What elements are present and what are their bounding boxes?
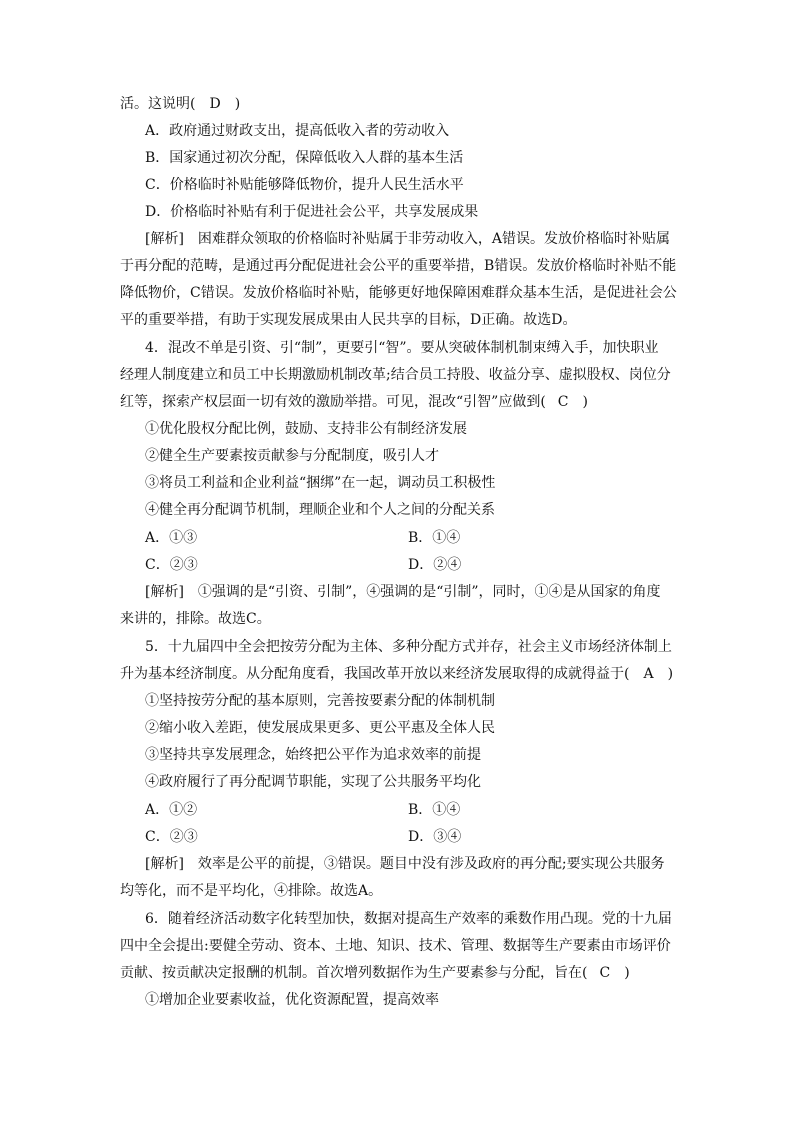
q4-options-row-1 <box>145 528 197 548</box>
q4-stem-end: 红等，探索产权层面一切有效的激励举措。可见，混改“引智”应做到( C ) <box>120 394 588 410</box>
q4-option-b: B．①④ <box>408 530 461 546</box>
q3-analysis-line: 降低物价，C错误。发放价格临时补贴，能够更好地保障困难群众基本生活，是促进社会公 <box>120 285 677 301</box>
q4-stem-line: 经理人制度建立和员工中长期激励机制改革;结合员工持股、收益分享、虚拟股权、岗位分 <box>120 367 671 383</box>
q5-answer: A <box>643 666 654 682</box>
q6-answer: C <box>599 965 611 981</box>
q4-analysis-line: [解析] ①强调的是“引资、引制”，④强调的是“引制”，同时，①④是从国家的角度 <box>145 584 661 600</box>
q3-analysis-line: [解析] 困难群众领取的价格临时补贴属于非劳动收入，A错误。发放价格临时补贴属 <box>145 231 671 247</box>
q5-option-d: D．③④ <box>408 829 462 845</box>
q5-item: ④政府履行了再分配调节职能，实现了公共服务平均化 <box>145 774 481 790</box>
q5-stem-end: 升为基本经济制度。从分配角度看，我国改革开放以来经济发展取得的成就得益于( A ) <box>120 666 674 682</box>
q5-option-b: B．①④ <box>408 802 461 818</box>
q6-item: ①增加企业要素收益，优化资源配置，提高效率 <box>145 992 439 1008</box>
q4-item: ②健全生产要素按贡献参与分配制度，吸引人才 <box>145 448 439 464</box>
q6-stem-line: 6．随着经济活动数字化转型加快，数据对提高生产效率的乘数作用凸现。党的十九届 <box>145 911 672 927</box>
q4-stem-line: 4．混改不单是引资、引“制”，更要引“智”。要从突破体制机制束缚入手，加快职业 <box>145 340 659 356</box>
q5-analysis-line: [解析] 效率是公平的前提，③错误。题目中没有涉及政府的再分配;要实现公共服务 <box>145 856 665 872</box>
q4-item: ①优化股权分配比例，鼓励、支持非公有制经济发展 <box>145 421 467 437</box>
q5-analysis-line: 均等化，而不是平均化，④排除。故选A。 <box>120 883 383 899</box>
q3-analysis-line: 于再分配的范畴，是通过再分配促进社会公平的重要举措，B错误。发放价格临时补贴不能 <box>120 258 677 274</box>
q6-stem-line: 四中全会提出:要健全劳动、资本、土地、知识、技术、管理、数据等生产要素由市场评价 <box>120 938 671 954</box>
q3-answer: D <box>209 96 221 112</box>
q5-item: ②缩小收入差距，使发展成果更多、更公平惠及全体人民 <box>145 720 495 736</box>
q3-option-a: A．政府通过财政支出，提高低收入者的劳动收入 <box>145 123 450 139</box>
q4-option-a: A．①③ <box>145 530 198 546</box>
q5-option-c: C．②③ <box>145 829 198 845</box>
q3-option-c: C．价格临时补贴能够降低物价，提升人民生活水平 <box>145 177 464 193</box>
q5-item: ①坚持按劳分配的基本原则，完善按要素分配的体制机制 <box>145 693 495 709</box>
q5-item: ③坚持共享发展理念，始终把公平作为追求效率的前提 <box>145 747 481 763</box>
q3-option-d: D．价格临时补贴有利于促进社会公平，共享发展成果 <box>145 204 479 220</box>
q4-item: ④健全再分配调节机制，理顺企业和个人之间的分配关系 <box>145 502 495 518</box>
q4-option-c: C．②③ <box>145 557 198 573</box>
q6-stem-end: 贡献、按贡献决定报酬的机制。首次增列数据作为生产要素参与分配，旨在( C ) <box>120 965 630 981</box>
q4-analysis-line: 来讲的，排除。故选C。 <box>120 611 271 627</box>
q3-option-b: B．国家通过初次分配，保障低收入人群的基本生活 <box>145 150 464 166</box>
q4-option-d: D．②④ <box>408 557 462 573</box>
q5-stem-line: 5．十九届四中全会把按劳分配为主体、多种分配方式并存，社会主义市场经济体制上 <box>145 639 672 655</box>
q4-answer: C <box>557 394 569 410</box>
q3-stem-end: 活。这说明( D ) <box>120 96 241 112</box>
q5-option-a: A．①② <box>145 802 198 818</box>
q3-analysis-line: 平的重要举措，有助于实现发展成果由人民共享的目标，D正确。故选D。 <box>120 312 577 328</box>
q4-item: ③将员工利益和企业利益“捆绑”在一起，调动员工积极性 <box>145 475 496 491</box>
